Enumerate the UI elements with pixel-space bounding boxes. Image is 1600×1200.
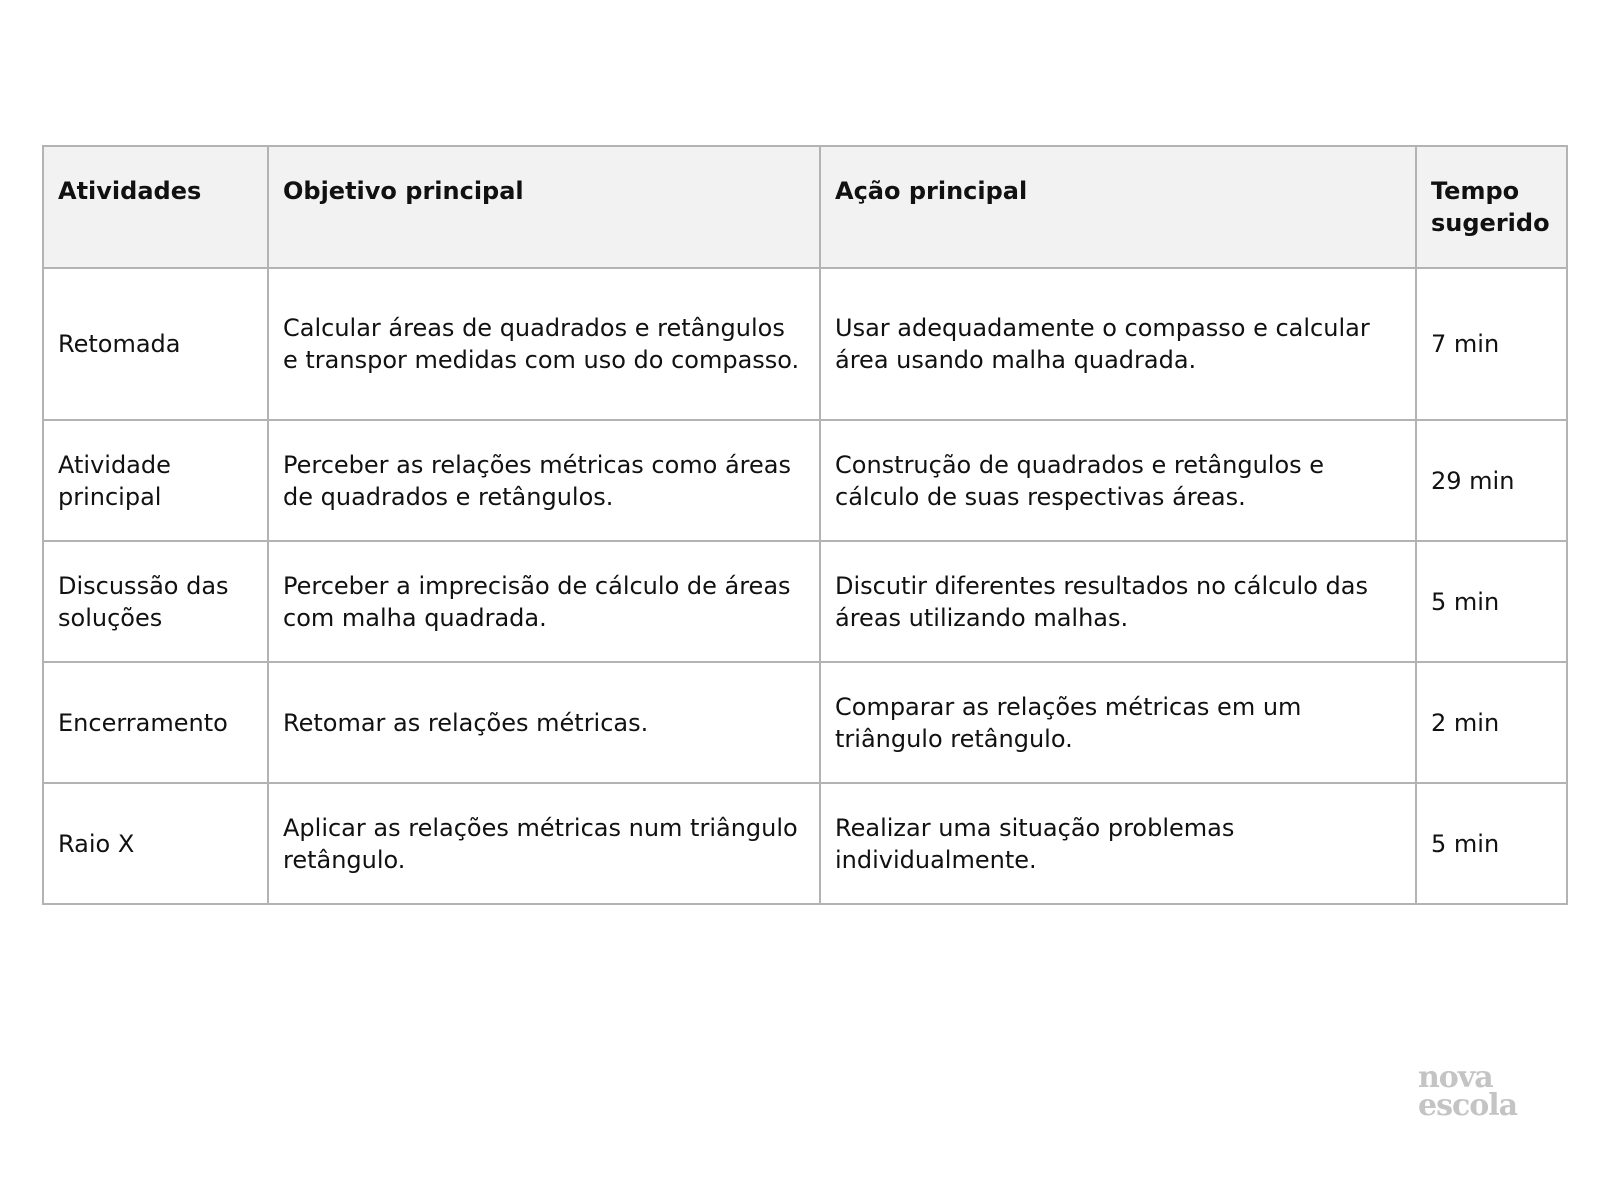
- cell-atividade: Atividade principal: [43, 420, 268, 541]
- cell-tempo: 7 min: [1416, 268, 1567, 420]
- cell-tempo: 29 min: [1416, 420, 1567, 541]
- lesson-plan-table: [42, 145, 1568, 905]
- cell-tempo: 2 min: [1416, 662, 1567, 783]
- cell-tempo: 5 min: [1416, 783, 1567, 904]
- cell-objetivo: Aplicar as relações métricas num triângulo retângulo.: [268, 783, 820, 904]
- cell-tempo: 5 min: [1416, 541, 1567, 662]
- cell-acao: Realizar uma situação problemas individualmente.: [820, 783, 1416, 904]
- cell-acao: Construção de quadrados e retângulos e cálculo de suas respectivas áreas.: [820, 420, 1416, 541]
- cell-objetivo: Retomar as relações métricas.: [268, 662, 820, 783]
- logo-line-escola: escola: [1418, 1088, 1518, 1123]
- table-header: [43, 146, 1567, 268]
- header-atividades: Atividades: [43, 146, 268, 268]
- header-objetivo: Objetivo principal: [268, 146, 820, 268]
- cell-objetivo: Calcular áreas de quadrados e retângulos e transpor medidas com uso do compasso.: [268, 268, 820, 420]
- header-acao: Ação principal: [820, 146, 1416, 268]
- table-row: [43, 268, 1567, 420]
- header-row: [43, 146, 1567, 268]
- header-tempo: Tempo sugerido: [1416, 146, 1567, 268]
- cell-acao: Usar adequadamente o compasso e calcular área usando malha quadrada.: [820, 268, 1416, 420]
- table-row: [43, 420, 1567, 541]
- cell-atividade: Encerramento: [43, 662, 268, 783]
- logo-line-nova: nova: [1418, 1060, 1493, 1095]
- cell-atividade: Retomada: [43, 268, 268, 420]
- cell-acao: Discutir diferentes resultados no cálculo das áreas utilizando malhas.: [820, 541, 1416, 662]
- cell-objetivo: Perceber a imprecisão de cálculo de áreas com malha quadrada.: [268, 541, 820, 662]
- cell-objetivo: Perceber as relações métricas como áreas de quadrados e retângulos.: [268, 420, 820, 541]
- table-row: [43, 541, 1567, 662]
- cell-acao: Comparar as relações métricas em um triângulo retângulo.: [820, 662, 1416, 783]
- cell-atividade: Raio X: [43, 783, 268, 904]
- table-row: [43, 662, 1567, 783]
- table-body: [43, 268, 1567, 904]
- nova-escola-logo: [1418, 1060, 1518, 1123]
- table-row: [43, 783, 1567, 904]
- cell-atividade: Discussão das soluções: [43, 541, 268, 662]
